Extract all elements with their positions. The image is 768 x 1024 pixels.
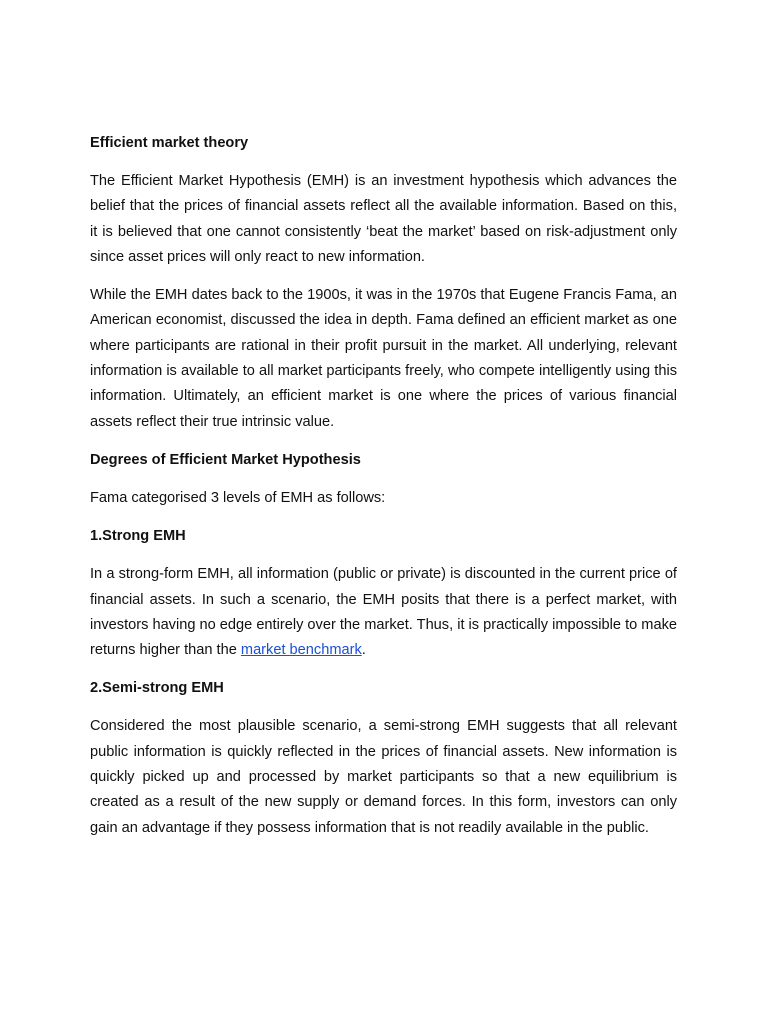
- degrees-intro: Fama categorised 3 levels of EMH as follows:: [90, 489, 386, 506]
- document-title: Efficient market theory: [90, 135, 249, 151]
- document-page: [90, 131, 677, 854]
- strong-emh-heading: 1.Strong EMH: [90, 528, 186, 545]
- strong-emh-paragraph: [90, 562, 677, 663]
- intro-paragraph-2: While the EMH dates back to the 1900s, it was in the 1970s that Eugene Francis Fama, an American economist, discussed the idea in depth. Fama defined an efficient market as one where participants are rational in their profit pursuit in the market. All underlying, relevant information is available to all market participants freely, who compete intelligently using this information. Ultimately, an efficient market is one where the prices of various financial assets reflect their true intrinsic value.: [90, 287, 677, 430]
- market-benchmark-link[interactable]: market benchmark: [240, 642, 362, 659]
- intro-paragraph-1: The Efficient Market Hypothesis (EMH) is an investment hypothesis which advances the belief that the prices of financial assets reflect all the available information. Based on this, it is believed that one cannot consistently ‘beat the market’ based on risk-adjustment only since asset prices will only react to new information.: [90, 173, 677, 265]
- semi-strong-emh-paragraph: Considered the most plausible scenario, a semi-strong EMH suggests that all relevant public information is quickly reflected in the prices of financial assets. New information is quickly picked up and processed by market participants so that a new equilibrium is created as a result of the new supply or demand forces. In this form, investors can only gain an advantage if they possess information that is not readily available in the public.: [90, 718, 677, 836]
- strong-emh-text-end: .: [361, 642, 366, 659]
- strong-emh-text: In a strong-form EMH, all information (public or private) is discounted in the current price of financial assets. In such a scenario, the EMH posits that there is a perfect market, with investors having no edge entirely over the market. Thus, it is practically impossible to make returns higher than the: [90, 566, 677, 659]
- degrees-heading: Degrees of Efficient Market Hypothesis: [90, 451, 361, 468]
- semi-strong-emh-heading: 2.Semi-strong EMH: [90, 680, 224, 697]
